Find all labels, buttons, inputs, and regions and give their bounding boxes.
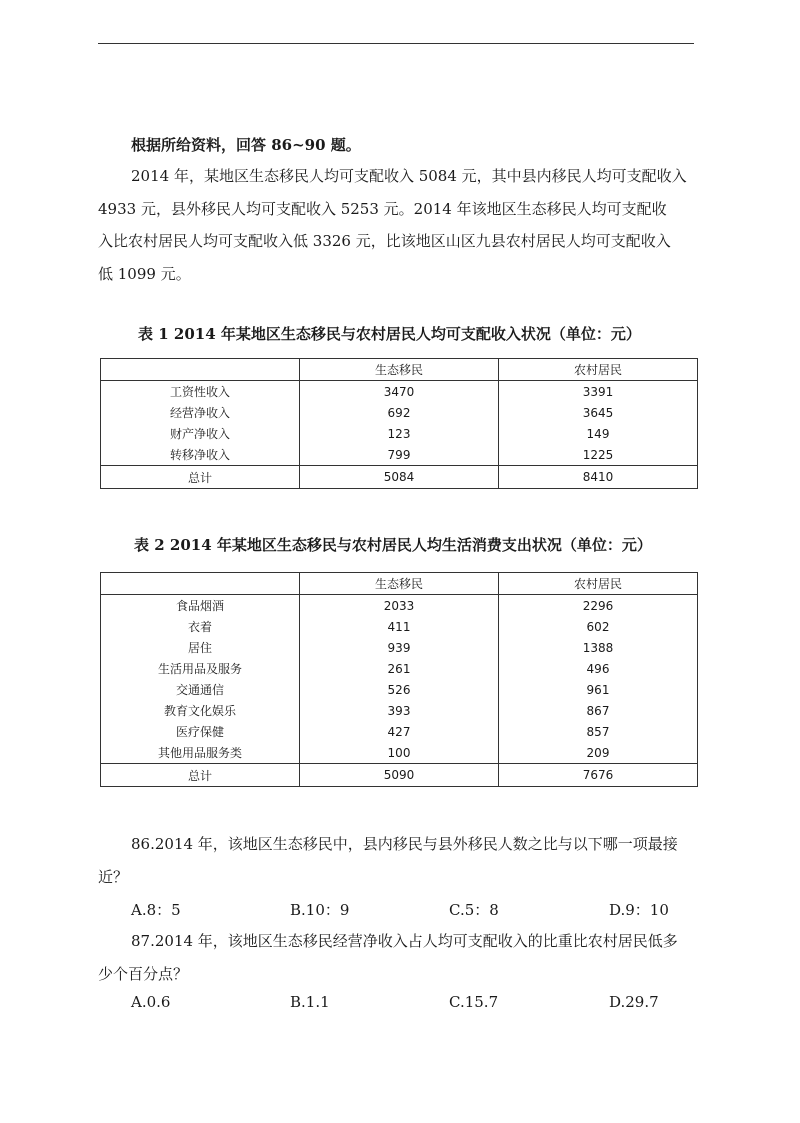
question-86-line-1: 86.2014 年，该地区生态移民中，县内移民与县外移民人数之比与以下哪一项最接 xyxy=(131,835,678,853)
table2-expenditure xyxy=(100,572,698,787)
table2-header-rural: 农村居民 xyxy=(499,573,698,595)
table-row xyxy=(101,658,698,679)
migrant-total: 5090 xyxy=(300,764,499,787)
row-label: 转移净收入 xyxy=(101,444,300,466)
row-label: 生活用品及服务 xyxy=(101,658,300,679)
top-rule xyxy=(98,43,694,44)
question-87-line-2: 少个百分点？ xyxy=(98,965,189,983)
row-label: 食品烟酒 xyxy=(101,595,300,617)
migrant-value: 123 xyxy=(300,423,499,444)
migrant-value: 799 xyxy=(300,444,499,466)
rural-value: 1388 xyxy=(499,637,698,658)
rural-value: 3645 xyxy=(499,402,698,423)
table-row xyxy=(101,679,698,700)
row-label: 衣着 xyxy=(101,616,300,637)
rural-value: 3391 xyxy=(499,381,698,403)
q86-option-b: B.10：9 xyxy=(290,901,350,919)
rural-value: 1225 xyxy=(499,444,698,466)
table1-income xyxy=(100,358,698,489)
table-row xyxy=(101,700,698,721)
table-row xyxy=(101,721,698,742)
row-label: 经营净收入 xyxy=(101,402,300,423)
rural-value: 602 xyxy=(499,616,698,637)
migrant-value: 3470 xyxy=(300,381,499,403)
migrant-value: 100 xyxy=(300,742,499,764)
intro-line-1: 2014 年，某地区生态移民人均可支配收入 5084 元，其中县内移民人均可支配收入 xyxy=(131,167,687,185)
table-row xyxy=(101,742,698,764)
intro-line-4: 低 1099 元。 xyxy=(98,265,191,283)
table-row xyxy=(101,595,698,617)
total-label: 总计 xyxy=(101,764,300,787)
q86-option-c: C.5：8 xyxy=(449,901,499,919)
intro-line-2: 4933 元，县外移民人均可支配收入 5253 元。2014 年该地区生态移民人均可支配收 xyxy=(98,200,667,218)
migrant-value: 692 xyxy=(300,402,499,423)
table-row xyxy=(101,402,698,423)
migrant-value: 939 xyxy=(300,637,499,658)
row-label: 其他用品服务类 xyxy=(101,742,300,764)
rural-value: 149 xyxy=(499,423,698,444)
table1-header-blank xyxy=(101,359,300,381)
intro-line-3: 入比农村居民人均可支配收入低 3326 元，比该地区山区九县农村居民人均可支配收入 xyxy=(98,232,671,250)
migrant-value: 411 xyxy=(300,616,499,637)
migrant-value: 2033 xyxy=(300,595,499,617)
q87-option-c: C.15.7 xyxy=(449,993,499,1011)
table1-header-rural: 农村居民 xyxy=(499,359,698,381)
q87-option-a: A.0.6 xyxy=(131,993,171,1011)
row-label: 工资性收入 xyxy=(101,381,300,403)
row-label: 财产净收入 xyxy=(101,423,300,444)
migrant-value: 526 xyxy=(300,679,499,700)
table2-header-blank xyxy=(101,573,300,595)
row-label: 教育文化娱乐 xyxy=(101,700,300,721)
question-86-line-2: 近？ xyxy=(98,868,129,886)
row-label: 医疗保健 xyxy=(101,721,300,742)
table1-total-row xyxy=(101,466,698,489)
rural-value: 2296 xyxy=(499,595,698,617)
migrant-value: 427 xyxy=(300,721,499,742)
table-row xyxy=(101,423,698,444)
rural-value: 857 xyxy=(499,721,698,742)
q87-option-b: B.1.1 xyxy=(290,993,330,1011)
migrant-total: 5084 xyxy=(300,466,499,489)
rural-value: 961 xyxy=(499,679,698,700)
q86-option-d: D.9：10 xyxy=(609,901,669,919)
table1-header-row xyxy=(101,359,698,381)
section-heading: 根据所给资料，回答 86~90 题。 xyxy=(131,136,361,154)
rural-total: 8410 xyxy=(499,466,698,489)
table2-header-migrants: 生态移民 xyxy=(300,573,499,595)
total-label: 总计 xyxy=(101,466,300,489)
q87-option-d: D.29.7 xyxy=(609,993,659,1011)
table2-total-row xyxy=(101,764,698,787)
rural-total: 7676 xyxy=(499,764,698,787)
question-87-line-1: 87.2014 年，该地区生态移民经营净收入占人均可支配收入的比重比农村居民低多 xyxy=(131,932,678,950)
table-row xyxy=(101,637,698,658)
migrant-value: 393 xyxy=(300,700,499,721)
migrant-value: 261 xyxy=(300,658,499,679)
row-label: 居住 xyxy=(101,637,300,658)
rural-value: 209 xyxy=(499,742,698,764)
table2-caption: 表 2 2014 年某地区生态移民与农村居民人均生活消费支出状况（单位：元） xyxy=(134,536,652,554)
table-row xyxy=(101,616,698,637)
table1-caption: 表 1 2014 年某地区生态移民与农村居民人均可支配收入状况（单位：元） xyxy=(138,325,641,343)
table-row xyxy=(101,444,698,466)
table-row xyxy=(101,381,698,403)
q86-option-a: A.8：5 xyxy=(131,901,181,919)
rural-value: 867 xyxy=(499,700,698,721)
rural-value: 496 xyxy=(499,658,698,679)
table1-header-migrants: 生态移民 xyxy=(300,359,499,381)
table2-header-row xyxy=(101,573,698,595)
row-label: 交通通信 xyxy=(101,679,300,700)
